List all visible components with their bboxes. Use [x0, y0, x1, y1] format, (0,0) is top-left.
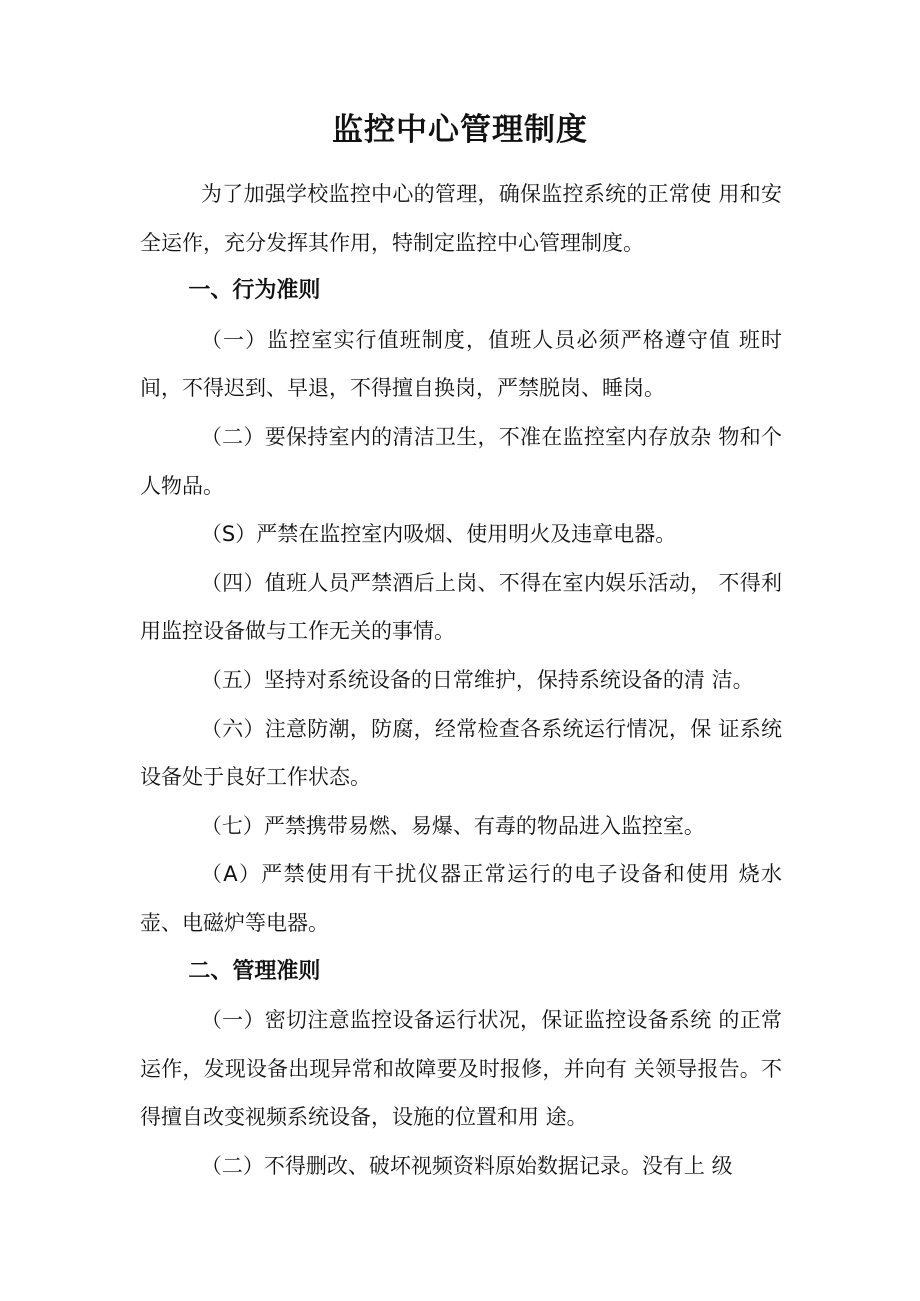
- conduct-rule-8: （A）严禁使用有干扰仪器正常运行的电子设备和使用 烧水壶、电磁炉等电器。: [140, 862, 782, 935]
- section-heading-conduct: 一、行为准则: [188, 278, 321, 304]
- section-heading-management: 二、管理准则: [188, 958, 321, 984]
- conduct-rule-7: （七）严禁携带易燃、易爆、有毒的物品进入监控室。: [200, 813, 705, 838]
- document-title: 监控中心管理制度: [332, 112, 588, 148]
- conduct-rule-1: （一）监控室实行值班制度，值班人员必须严格遵守值 班时间，不得迟到、早退，不得擅自换岗，严禁脱岗、睡岗。: [140, 327, 782, 401]
- conduct-rule-3: （S）严禁在监控室内吸烟、使用明火及违章电器。: [200, 522, 677, 547]
- management-rule-1: （一）密切注意监控设备运行状况，保证监控设备系统 的正常运作，发现设备出现异常和故障要及时报修，并向有 关领导报告。不得擅自改变视频系统设备，设施的位置和用 途。: [140, 1008, 782, 1130]
- conduct-rule-4: （四）值班人员严禁酒后上岗、不得在室内娱乐活动， 不得利用监控设备做与工作无关的事情。: [140, 570, 782, 644]
- conduct-rule-5: （五）坚持对系统设备的日常维护，保持系统设备的清 洁。: [200, 667, 754, 692]
- conduct-rule-6: （六）注意防潮，防腐，经常检查各系统运行情况，保 证系统设备处于良好工作状态。: [140, 716, 782, 790]
- conduct-rule-2: （二）要保持室内的清洁卫生，不准在监控室内存放杂 物和个人物品。: [140, 424, 782, 498]
- management-rule-2: （二）不得删改、破坏视频资料原始数据记录。没有上 级: [200, 1153, 733, 1178]
- document-body: [140, 170, 782, 1190]
- intro-paragraph: 为了加强学校监控中心的管理，确保监控系统的正常使 用和安全运作，充分发挥其作用，特制定监控中心管理制度。: [140, 182, 782, 255]
